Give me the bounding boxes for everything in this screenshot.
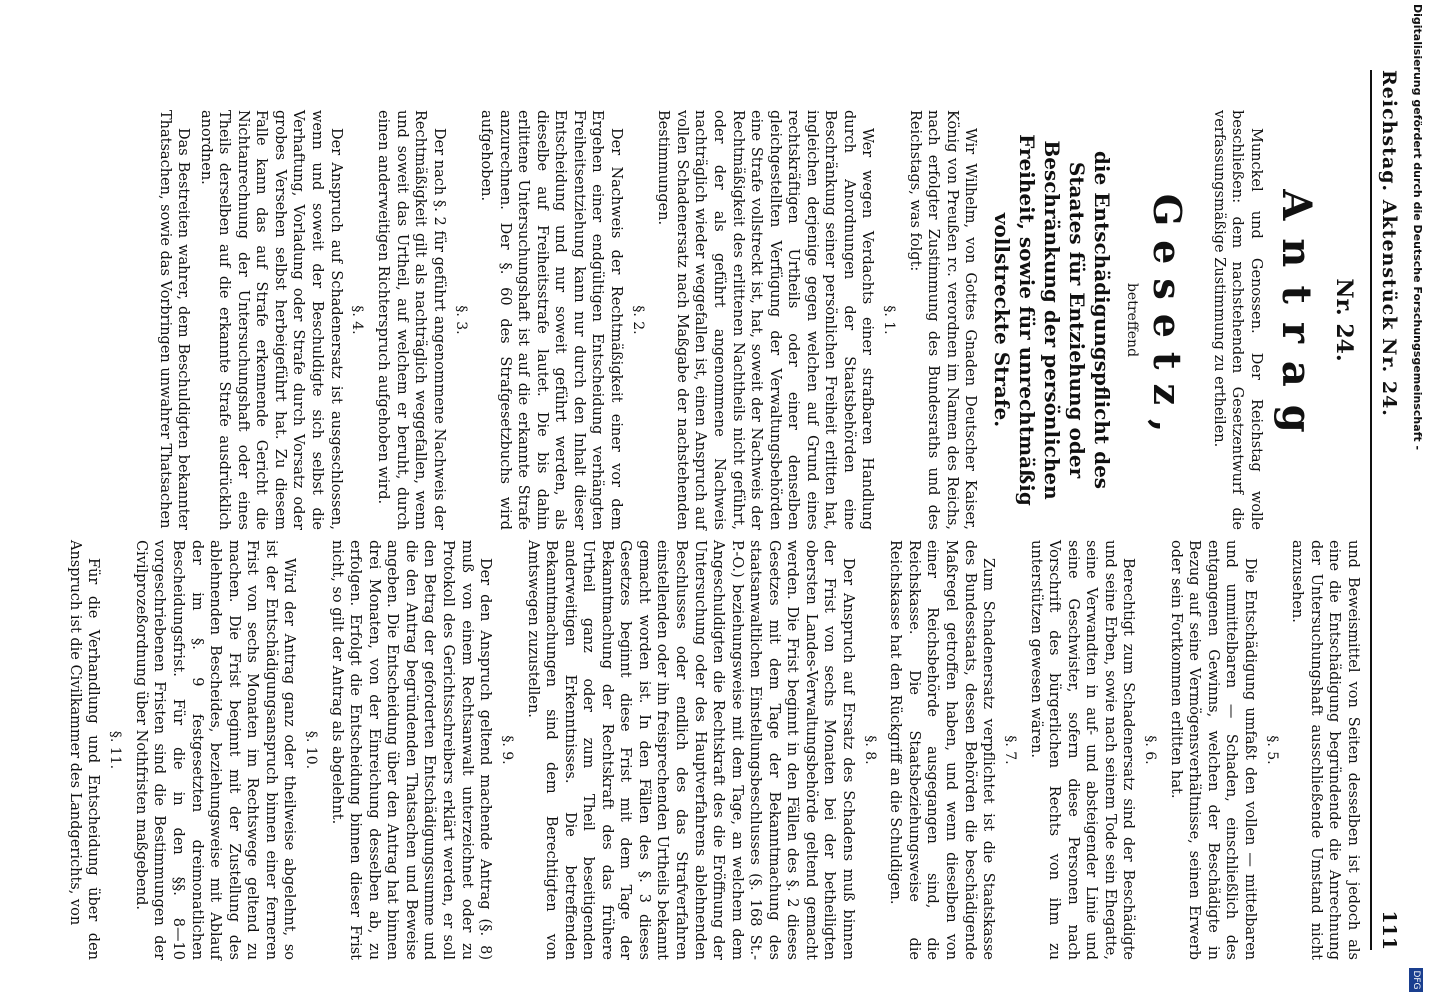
dfg-logo: DFG [1409,968,1423,992]
section-text: Der Anspruch auf Ersatz des Schadens muß binnen der Frist von sechs Monaten bei der betheiligten obersten Landes-Verwaltungsbehörde geltend gemacht werden. Die Frist beginnt in den Fällen des §. 2 dieses Gesetzes mit dem Tage der Bekanntmachung des staatsanwaltlichen Einstellungsbeschlusses (§. 168 St.-P.-O.) beziehungsweise mit dem Tage, an welchem dem Angeschuldigten die Rechtskraft des die Eröffnung der Untersuchung oder des Hauptverfahrens ablehnenden Beschlusses oder endlich des das Strafverfahren einstellenden oder ihn freisprechenden Urtheils bekannt gemacht worden ist. In den Fällen des §. 3 dieses Gesetzes beginnt diese Frist mit dem Tage der Bekanntmachung der Rechtskraft des das frühere Urtheil ganz oder zum Theil beseitigenden anderweitigen Erkenntnisses. Die betreffenden Bekanntmachungen sind dem Berechtigten von Amtswegen zuzustellen. [524,540,856,960]
preamble: Wir Wilhelm, von Gottes Gnaden Deutscher Kaiser, König von Preußen rc. verordnen im Namen des Reichs, nach erfolgter Zustimmung des Bundesraths und des Reichstags, was folgt: [906,110,979,530]
section-text: Wer wegen Verdachts einer strafbaren Handlung durch Anordnungen der Staatsbehörden eine Beschränkung seiner persönlichen Freiheit erlitten hat, ingleichen derjenige gegen welchen auf Grund eines rechtskräftigen Urtheils oder einer denselben gleichgestellten Verfügung der Verwaltungsbehörden eine Strafe vollstreckt ist, hat, soweit der Nachweis der Rechtmäßigkeit des erlittenen Nachtheils nicht geführt, oder der als geführt angenommene Nachweis nachträglich wieder weggefallen ist, einen Anspruch auf vollen Schadenersatz nach Maßgabe der nachstehenden Bestimmungen. [655,110,876,530]
section-heading: §. 6. [1142,735,1159,765]
section-heading: §. 9. [499,735,516,765]
law-title: die Entschädigungspflicht des Staates für Entziehung oder Beschränkung der persönlichen Freiheit, sowie für unrechtmäßig vollstreckte Strafe. [990,134,1115,506]
section-heading: §. 10. [303,730,320,770]
section-heading: §. 11. [107,730,124,770]
column-right [61,540,1362,960]
heading-gesetz: Gesetz, [1145,193,1191,447]
footer-rotated [1400,0,1432,1000]
section-heading: §. 7. [1001,735,1018,765]
section-heading: §. 5. [1263,735,1280,765]
section-text: Der nach §. 2 für geführt angenommene Nachweis der Rechtmäßigkeit gilt als nachträglich weggefallen, wenn und soweit das Urtheil, auf welchem er beruht, durch einen anderweitigen Richterspruch aufgehoben wird. [375,110,447,530]
section-heading: §. 1. [881,305,898,335]
document-number: Nr. 24. [1331,278,1357,362]
section-text: Das Bestreiten wahrer, dem Beschuldigten bekannter Thatsachen, sowie das Vorbringen unwahrer Thatsachen [156,110,192,530]
section-text: Der Anspruch auf Schadenersatz ist ausgeschlossen, wenn und soweit der Beschuldigte sich selbst die Verhaftung, Vorladung oder Strafe durch Vorsatz oder grobes Versehen selbst herbeigeführt hat. Zu diesem Falle kann das auf Strafe erkennende Gericht die Nichtanrechnung der Untersuchungshaft oder eines Theils derselben auf die erkannte Strafe ausdrücklich anordnen. [197,110,344,530]
page-number: 111 [1378,910,1400,950]
section-text: Zum Schadenersatz verpflichtet ist die Staatskasse des Bundesstaats, dessen Behörden die beschädigende Maßregel getroffen haben, und wenn dieselben von einer Reichsbehörde ausgegangen sind, die Reichskasse. Die Staatsbeziehungsweise die Reichskasse hat den Rückgriff an die Schuldigen. [887,540,997,960]
betreffend-label: betreffend [1124,282,1141,358]
section-text: Die Entschädigung umfaßt den vollen — mittelbaren und unmittelbaren — Schaden, einschließlich des entgangenen Gewinns, welchen der Beschädigte in Bezug auf seine Vermögensverhältnisse, seinen Erwerb oder sein Fortkommen erlitten hat. [1167,540,1258,960]
dfg-credit: Digitalisierung gefördert durch die Deutsche Forschungsgemeinschaft - [1411,4,1424,451]
section-text: Für die Verhandlung und Entscheidung über den Anspruch ist die Civilkammer des Landgerichts, von [66,540,102,960]
section-text: Wird der Antrag ganz oder theilweise abgelehnt, so ist der Entschädigungsanspruch binnen einer ferneren Frist von sechs Monaten im Rechtswege geltend zu machen. Die Frist beginnt mit der Zustellung des ablehnenden Bescheides, beziehungsweise mit Ablauf der im §. 9 festgesetzten dreimonatlichen Bescheidungsfrist. Für die in den §§. 8—10 vorgeschriebenen Fristen sind die Bestimmungen der Civilprozeßordnung über Nothfristen maßgebend. [132,540,298,960]
section-heading: §. 2. [629,305,646,335]
footer-strip [1400,0,1432,1000]
section-heading: §. 4. [349,305,366,335]
section-heading: §. 8. [861,735,878,765]
section-text: Der den Anspruch geltend machende Antrag (§. 8) muß von einem Rechtsanwalt unterzeichnet oder zu Protokoll des Gerichtsschreibers erklärt werden, er soll den Betrag der geforderten Entschädigungssumme und die den Antrag begründenden Thatsachen und Beweise angeben. Die Entscheidung über den Antrag hat binnen drei Monaten, von der Einreichung desselben ab, zu erfolgen. Erfolgt die Entscheidung binnen dieser Frist nicht, so gilt der Antrag als abgelehnt. [328,540,494,960]
intro-paragraph: Munckel und Genossen. Der Reichstag wolle beschließen: dem nachstehenden Gesetzentwurf die verfassungsmäßige Zustimmung zu ertheilen. [1210,110,1264,530]
section-text: Berechtigt zum Schadenersatz sind der Beschädigte und seine Erben, sowie nach seinem Tode sein Ehegatte, seine Verwandten in auf- und absteigender Linie und seine Geschwister, sofern diese Personen nach Vorschrift des bürgerlichen Rechts von ihm zu unterstützen gewesen wären. [1027,540,1137,960]
section-heading: §. 3. [452,305,469,335]
heading-antrag: Antrag [1272,189,1320,451]
section-text: und Beweismittel von Seiten desselben ist jedoch als eine die Entschädigung begründende die Anrechnung der Untersuchungshaft ausschließende Umstand nicht anzusehen. [1289,540,1361,960]
section-text: Der Nachweis der Rechtmäßigkeit einer vor dem Ergehen einer endgültigen Entscheidung verhängten Freiheitsentziehung kann nur durch den Inhalt dieser Entscheidung und nur soweit geführt werden, als dieselbe auf Freiheitsstrafe lautet. Die bis dahin erlittene Untersuchungshaft ist auf die erkannte Strafe anzurechnen. Der §. 60 des Strafgesetzbuchs wird aufgehoben. [478,110,624,530]
running-title: Reichstag. Aktenstück Nr. 24. [1378,70,1400,417]
page-header [1370,70,1402,950]
column-left [151,110,1362,530]
